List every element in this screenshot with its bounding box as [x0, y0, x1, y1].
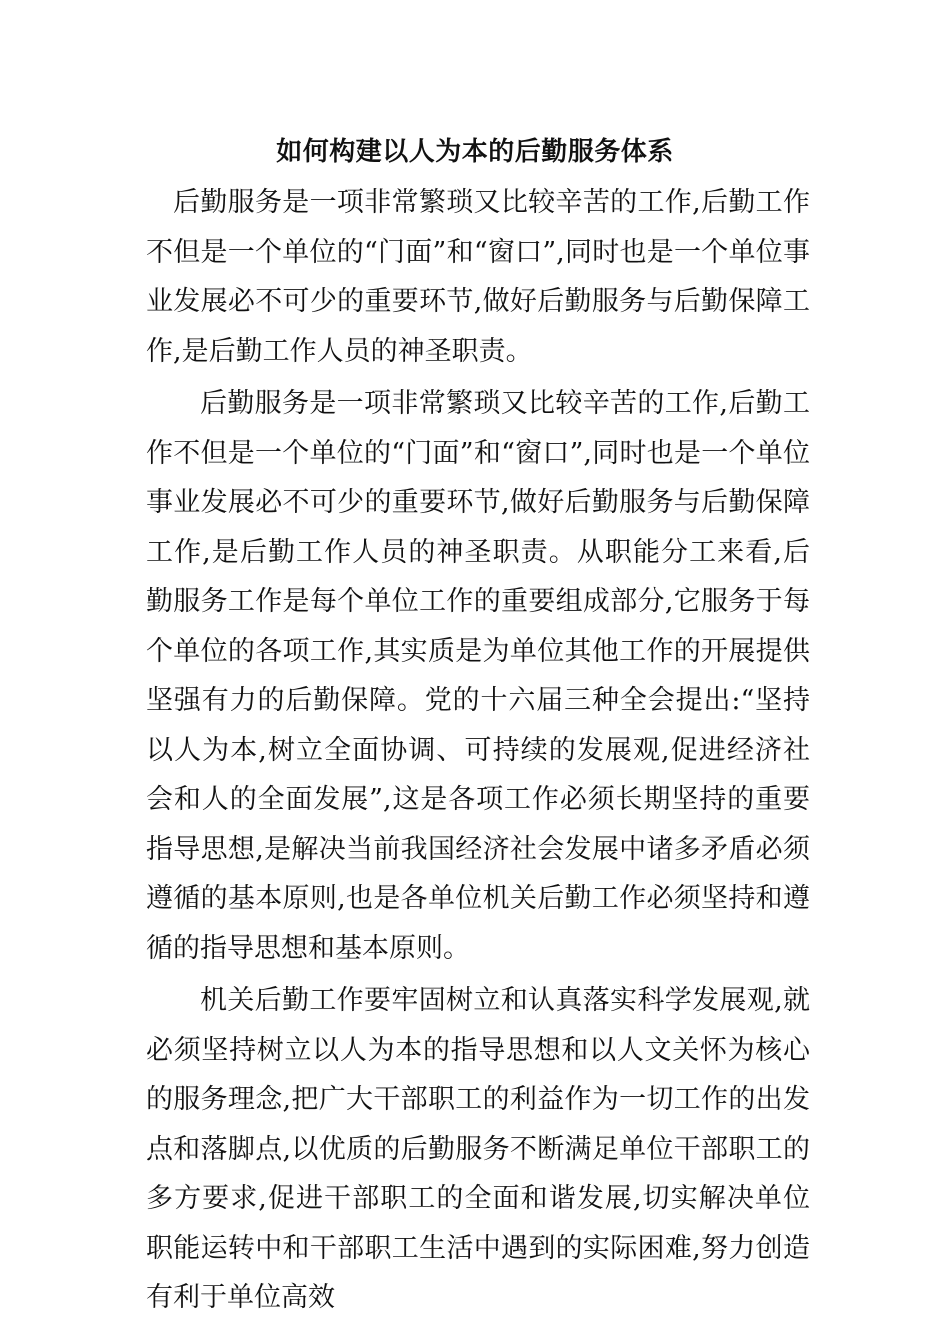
document-body	[146, 178, 810, 1323]
paragraph-3: 机关后勤工作要牢固树立和认真落实科学发展观,就必须坚持树立以人为本的指导思想和以人文关怀为核心的服务理念,把广大干部职工的利益作为一切工作的出发点和落脚点,以优质的后勤服务不断满足单位干部职工的多方要求,促进干部职工的全面和谐发展,切实解决单位职能运转中和干部职工生活中遇到的实际困难,努力创造有利于单位高效	[146, 985, 810, 1313]
document-title: 如何构建以人为本的后勤服务体系	[276, 137, 674, 167]
paragraph-2: 后勤服务是一项非常繁琐又比较辛苦的工作,后勤工作不但是一个单位的“门面”和“窗口”,同时也是一个单位事业发展必不可少的重要环节,做好后勤服务与后勤保障工作,是后勤工作人员的神圣职责。从职能分工来看,后勤服务工作是每个单位工作的重要组成部分,它服务于每个单位的各项工作,其实质是为单位其他工作的开展提供坚强有力的后勤保障。党的十六届三种全会提出:“坚持以人为本,树立全面协调、可持续的发展观,促进经济社会和人的全面发展”,这是各项工作必须长期坚持的重要指导思想,是解决当前我国经济社会发展中诸多矛盾必须遵循的基本原则,也是各单位机关后勤工作必须坚持和遵循的指导思想和基本原则。	[146, 388, 810, 964]
paragraph-1: 后勤服务是一项非常繁琐又比较辛苦的工作,后勤工作不但是一个单位的“门面”和“窗口”,同时也是一个单位事业发展必不可少的重要环节,做好后勤服务与后勤保障工作,是后勤工作人员的神圣职责。	[146, 187, 810, 367]
